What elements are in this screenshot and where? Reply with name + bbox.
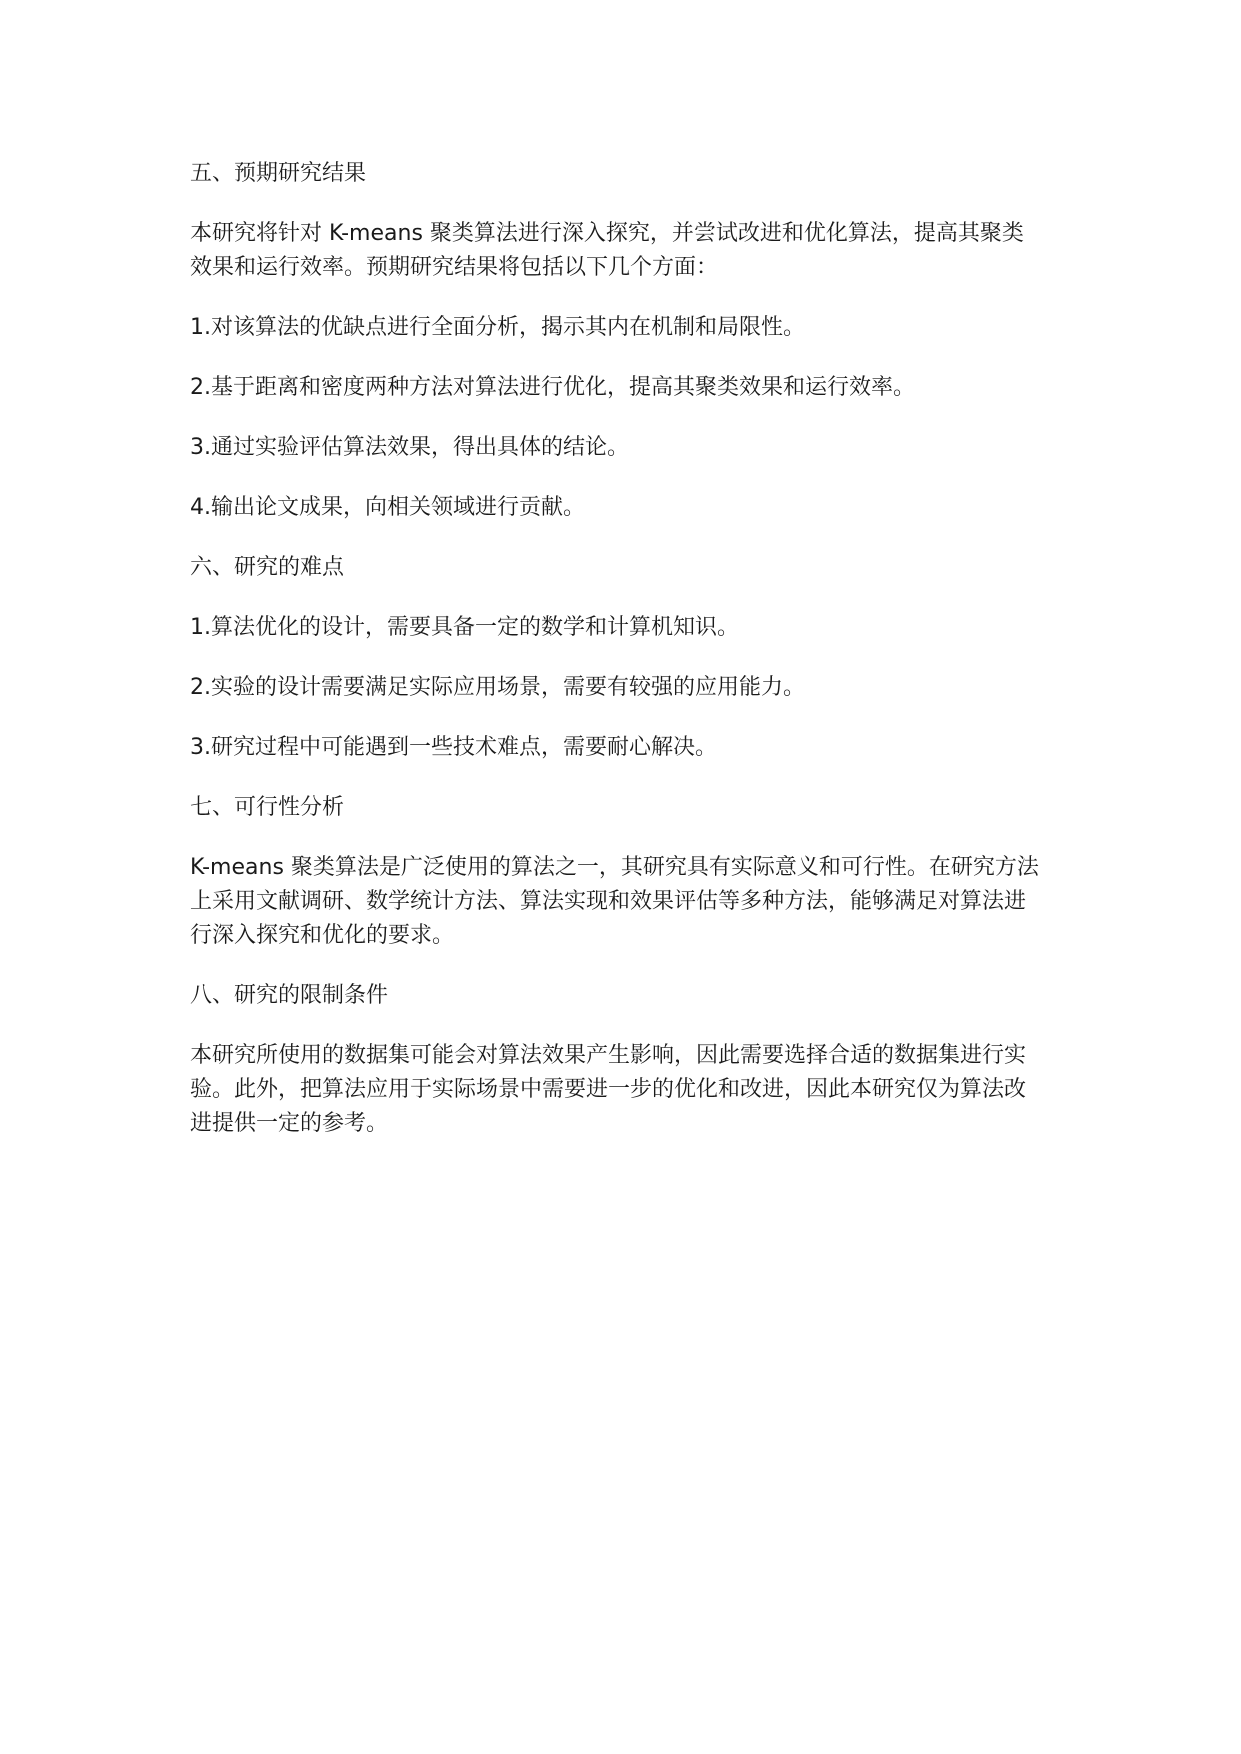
list-item: 3.通过实验评估算法效果，得出具体的结论。	[190, 435, 629, 460]
paragraph-intro: 本研究将针对 K-means 聚类算法进行深入探究，并尝试改进和优化算法，提高其聚类效果和运行效率。预期研究结果将包括以下几个方面：	[190, 221, 1024, 280]
section-heading-expected-results: 五、预期研究结果	[190, 161, 367, 186]
paragraph-feasibility: K-means 聚类算法是广泛使用的算法之一，其研究具有实际意义和可行性。在研究方法上采用文献调研、数学统计方法、算法实现和效果评估等多种方法，能够满足对算法进行深入探究和优化的要求。	[190, 855, 1039, 948]
section-heading-limitations: 八、研究的限制条件	[190, 983, 389, 1008]
list-item: 2.实验的设计需要满足实际应用场景，需要有较强的应用能力。	[190, 675, 805, 700]
paragraph-limitations: 本研究所使用的数据集可能会对算法效果产生影响，因此需要选择合适的数据集进行实验。此外，把算法应用于实际场景中需要进一步的优化和改进，因此本研究仅为算法改进提供一定的参考。	[190, 1043, 1027, 1136]
section-heading-difficulties: 六、研究的难点	[190, 555, 345, 580]
list-item: 1.对该算法的优缺点进行全面分析，揭示其内在机制和局限性。	[190, 315, 805, 340]
list-item: 4.输出论文成果，向相关领域进行贡献。	[190, 495, 585, 520]
document-body	[190, 157, 1045, 1167]
list-item: 3.研究过程中可能遇到一些技术难点，需要耐心解决。	[190, 735, 717, 760]
list-item: 2.基于距离和密度两种方法对算法进行优化，提高其聚类效果和运行效率。	[190, 375, 915, 400]
section-heading-feasibility: 七、可行性分析	[190, 795, 345, 820]
list-item: 1.算法优化的设计，需要具备一定的数学和计算机知识。	[190, 615, 739, 640]
